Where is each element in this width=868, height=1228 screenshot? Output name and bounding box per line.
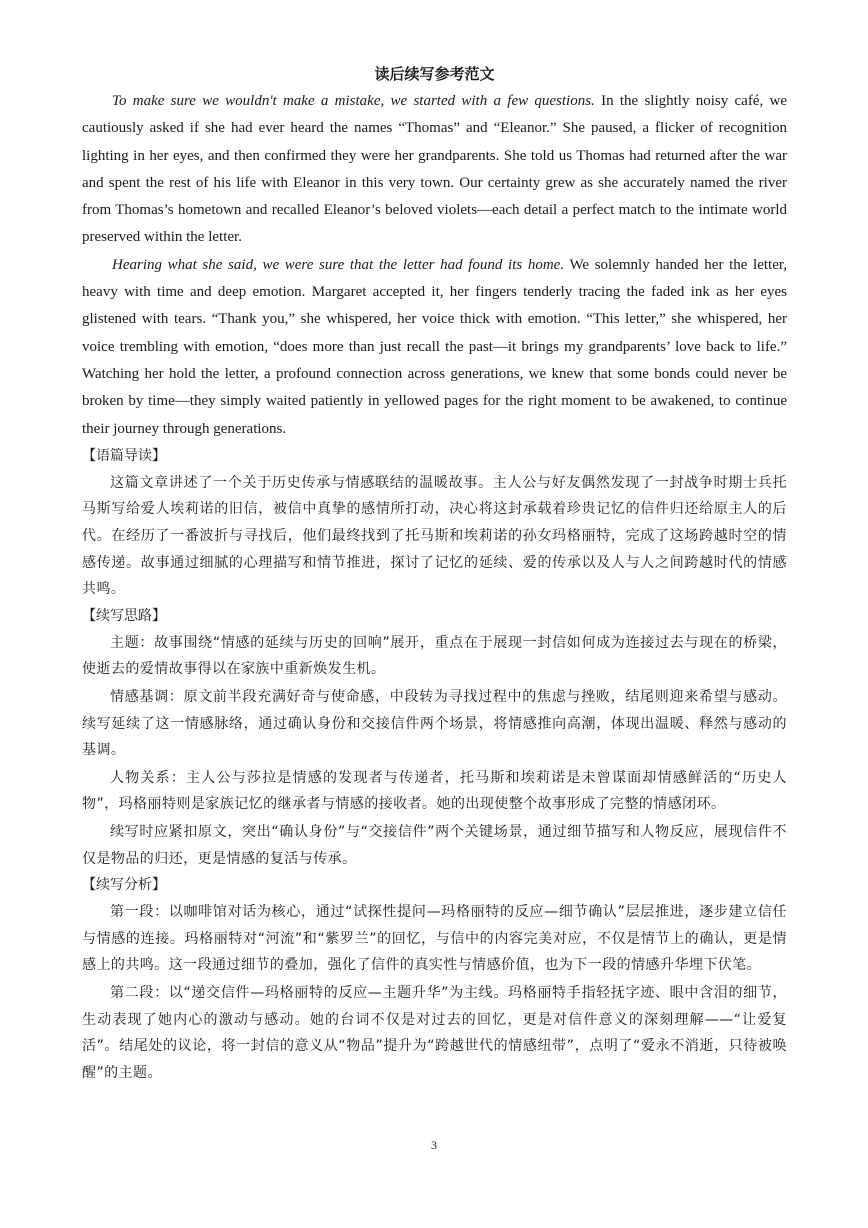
- essay-paragraph-2: [82, 252, 787, 443]
- ideas-tone: 情感基调：原文前半段充满好奇与使命感，中段转为寻找过程中的焦虑与挫败，结尾则迎来希望与感动。续写延续了这一情感脉络，通过确认身份和交接信件两个场景，将情感推向高潮，体现出温暖、释然与感动的基调。: [82, 689, 787, 759]
- ideas-heading: 【续写思路】: [82, 607, 166, 624]
- ideas-focus: 续写时应紧扣原文，突出“确认身份”与“交接信件”两个关键场景，通过细节描写和人物反应，展现信件不仅是物品的归还，更是情感的复活与传承。: [82, 823, 787, 867]
- guide-text: 这篇文章讲述了一个关于历史传承与情感联结的温暖故事。主人公与好友偶然发现了一封战争时期士兵托马斯写给爱人埃莉诺的旧信，被信中真挚的感情所打动，决心将这封承载着珍贵记忆的信件归还给原主人的后代。在经历了一番波折与寻找后，他们最终找到了托马斯和埃莉诺的孙女玛格丽特，完成了这场跨越时空的情感传递。故事通过细腻的心理描写和情节推进，探讨了记忆的延续、爱的传承以及人与人之间跨越时代的情感共鸣。: [82, 474, 787, 598]
- essay-paragraph-1-body: In the slightly noisy café, we cautiously asked if she had ever heard the names “Thomas” and “Eleanor.” She paused, a flicker of recognition lighting in her eyes, and then confirmed they were her grandparents. She told us Thomas had returned after the war and spent the rest of his life with Eleanor in this very town. Our certainty grew as she accurately named the river from Thomas’s hometown and recalled Eleanor’s beloved violets—each detail a perfect match to the intimate world preserved within the letter.: [82, 93, 787, 246]
- essay-paragraph-2-body: We solemnly handed her the letter, heavy with time and deep emotion. Margaret accepted it, her fingers tenderly tracing the faded ink as her eyes glistened with tears. “Thank you,” she whispered, her voice thick with emotion. “This letter,” she whispered, her voice trembling with emotion, “does more than just recall the past—it brings my grandparents’ love back to life.” Watching her hold the letter, a profound connection across generations, we knew that some bonds could never be broken by time—they simply waited patiently in yellowed pages for the right moment to be awakened, to continue their journey through generations.: [82, 256, 787, 437]
- document-title: 读后续写参考范文: [374, 65, 495, 83]
- essay-paragraph-1-lead: To make sure we wouldn't make a mistake, we started with a few questions.: [112, 93, 595, 109]
- ideas-characters: 人物关系：主人公与莎拉是情感的发现者与传递者，托马斯和埃莉诺是未曾谋面却情感鲜活的“历史人物”，玛格丽特则是家族记忆的继承者与情感的接收者。她的出现使整个故事形成了完整的情感闭环。: [82, 769, 787, 813]
- page-number: 3: [431, 1138, 437, 1152]
- analysis-paragraph-2: 第二段：以“递交信件—玛格丽特的反应—主题升华”为主线。玛格丽特手指轻抚字迹、眼中含泪的细节，生动表现了她内心的激动与感动。她的台词不仅是对过去的回忆，更是对信件意义的深刻理解——“让爱复活”。结尾处的议论，将一封信的意义从“物品”提升为“跨越世代的情感纽带”，点明了“爱永不消逝，只待被唤醒”的主题。: [82, 984, 787, 1081]
- essay-paragraph-1: [82, 88, 787, 252]
- essay-paragraph-2-lead: Hearing what she said, we were sure that the letter had found its home.: [112, 256, 565, 273]
- guide-heading: 【语篇导读】: [82, 447, 166, 464]
- ideas-theme: 主题：故事围绕“情感的延续与历史的回响”展开，重点在于展现一封信如何成为连接过去与现在的桥梁，使逝去的爱情故事得以在家族中重新焕发生机。: [82, 634, 787, 678]
- document-page: [82, 62, 787, 1086]
- analysis-heading: 【续写分析】: [82, 877, 166, 894]
- analysis-paragraph-1: 第一段：以咖啡馆对话为核心，通过“试探性提问—玛格丽特的反应—细节确认”层层推进，逐步建立信任与情感的连接。玛格丽特对“河流”和“紫罗兰”的回忆，与信中的内容完美对应，不仅是情节上的确认，更是情感上的共鸣。这一段通过细节的叠加，强化了信件的真实性与情感价值，也为下一段的情感升华埋下伏笔。: [82, 904, 787, 974]
